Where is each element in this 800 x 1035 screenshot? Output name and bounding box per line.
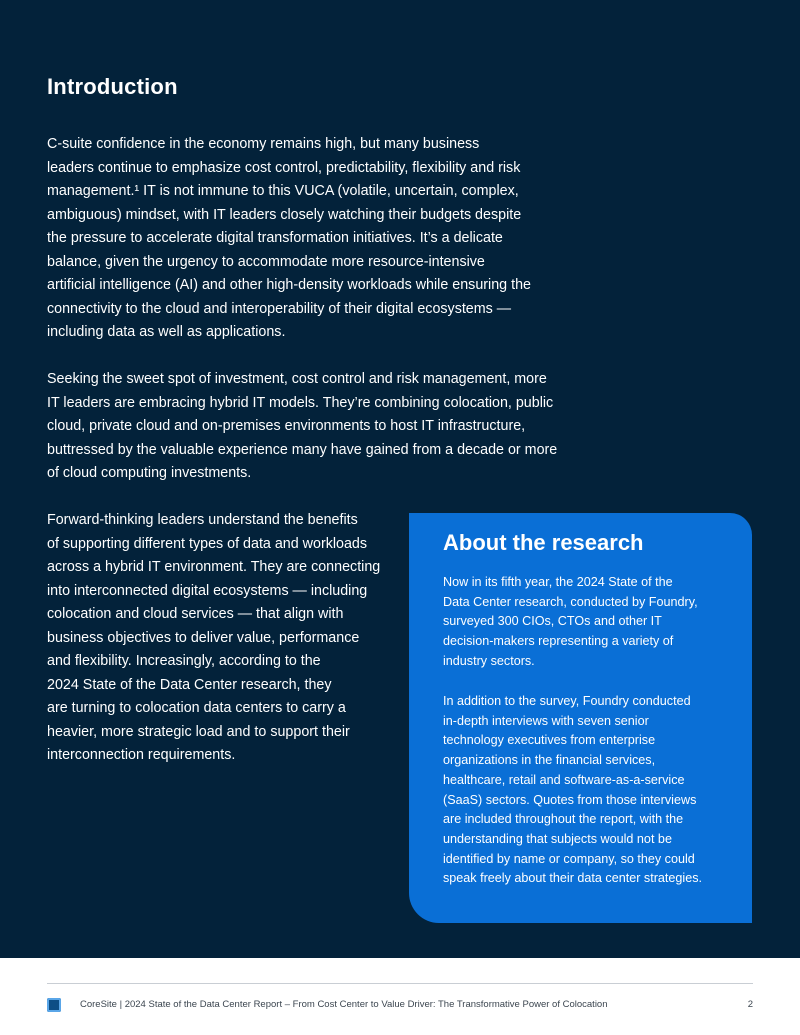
text-line: cloud, private cloud and on-premises environments to host IT infrastructure, xyxy=(47,418,526,434)
text-line: are turning to colocation data centers to carry a xyxy=(47,700,346,716)
text-line: ambiguous) mindset, with IT leaders closely watching their budgets despite xyxy=(47,206,522,223)
text-line: heavier, more strategic load and to support their xyxy=(47,723,350,740)
about-research-heading: About the research xyxy=(443,530,644,555)
text-line: and flexibility. Increasingly, according to the xyxy=(47,653,321,669)
text-line: connectivity to the cloud and interoperability of their digital ecosystems — xyxy=(47,300,512,317)
text-line: the pressure to accelerate digital transformation initiatives. It’s a delicate xyxy=(47,230,503,246)
text-line: (SaaS) sectors. Quotes from those interviews xyxy=(443,792,697,807)
text-line: balance, given the urgency to accommodate more resource-intensive xyxy=(47,253,485,270)
text-line: in-depth interviews with seven senior xyxy=(443,713,649,728)
footer-divider xyxy=(47,983,753,984)
intro-paragraph-1 xyxy=(47,133,582,345)
text-line: management.¹ IT is not immune to this VUCA (volatile, uncertain, complex, xyxy=(47,183,519,199)
text-line: speak freely about their data center strategies. xyxy=(443,871,703,886)
text-line: 2024 State of the Data Center research, they xyxy=(47,676,332,693)
intro-paragraph-3 xyxy=(47,509,392,768)
coresite-logo-icon xyxy=(47,998,61,1012)
text-line: of supporting different types of data and workloads xyxy=(47,535,368,552)
text-line: decision-makers representing a variety of xyxy=(443,634,674,649)
intro-paragraph-2 xyxy=(47,368,582,486)
text-line: interconnection requirements. xyxy=(47,747,236,763)
research-paragraph-1 xyxy=(443,573,698,672)
page-number: 2 xyxy=(747,999,753,1010)
text-line: In addition to the survey, Foundry conducted xyxy=(443,694,691,708)
research-paragraph-2 xyxy=(443,692,702,889)
text-line: healthcare, retail and software-as-a-service xyxy=(443,772,685,787)
text-line: business objectives to deliver value, performance xyxy=(47,629,360,646)
text-line: Now in its fifth year, the 2024 State of the xyxy=(443,575,673,589)
text-line: technology executives from enterprise xyxy=(443,733,656,748)
text-line: Forward-thinking leaders understand the benefits xyxy=(47,512,358,528)
text-line: artificial intelligence (AI) and other high-density workloads while ensuring the xyxy=(47,277,531,293)
text-line: into interconnected digital ecosystems — including xyxy=(47,582,368,599)
text-line: surveyed 300 CIOs, CTOs and other IT xyxy=(443,614,662,629)
text-line: Data Center research, conducted by Foundry, xyxy=(443,594,698,609)
text-line: identified by name or company, so they could xyxy=(443,851,695,866)
about-research-callout xyxy=(409,513,752,923)
text-line: understanding that subjects would not be xyxy=(443,831,672,846)
text-line: Seeking the sweet spot of investment, cost control and risk management, more xyxy=(47,371,547,387)
text-line: leaders continue to emphasize cost control, predictability, flexibility and risk xyxy=(47,159,521,176)
text-line: buttressed by the valuable experience many have gained from a decade or more xyxy=(47,441,558,458)
text-line: of cloud computing investments. xyxy=(47,465,252,481)
text-line: across a hybrid IT environment. They are connecting xyxy=(47,559,381,575)
text-line: IT leaders are embracing hybrid IT models. They’re combining colocation, public xyxy=(47,394,554,411)
introduction-heading: Introduction xyxy=(47,74,178,99)
text-line: C-suite confidence in the economy remains high, but many business xyxy=(47,136,480,152)
text-line: organizations in the financial services, xyxy=(443,753,656,768)
text-line: colocation and cloud services — that align with xyxy=(47,606,344,622)
text-line: are included throughout the report, with the xyxy=(443,812,684,827)
text-line: industry sectors. xyxy=(443,653,535,668)
text-line: including data as well as applications. xyxy=(47,324,286,340)
footer-caption: CoreSite | 2024 State of the Data Center Report – From Cost Center to Value Driver: The Transformative Power of Colocation xyxy=(80,999,608,1010)
